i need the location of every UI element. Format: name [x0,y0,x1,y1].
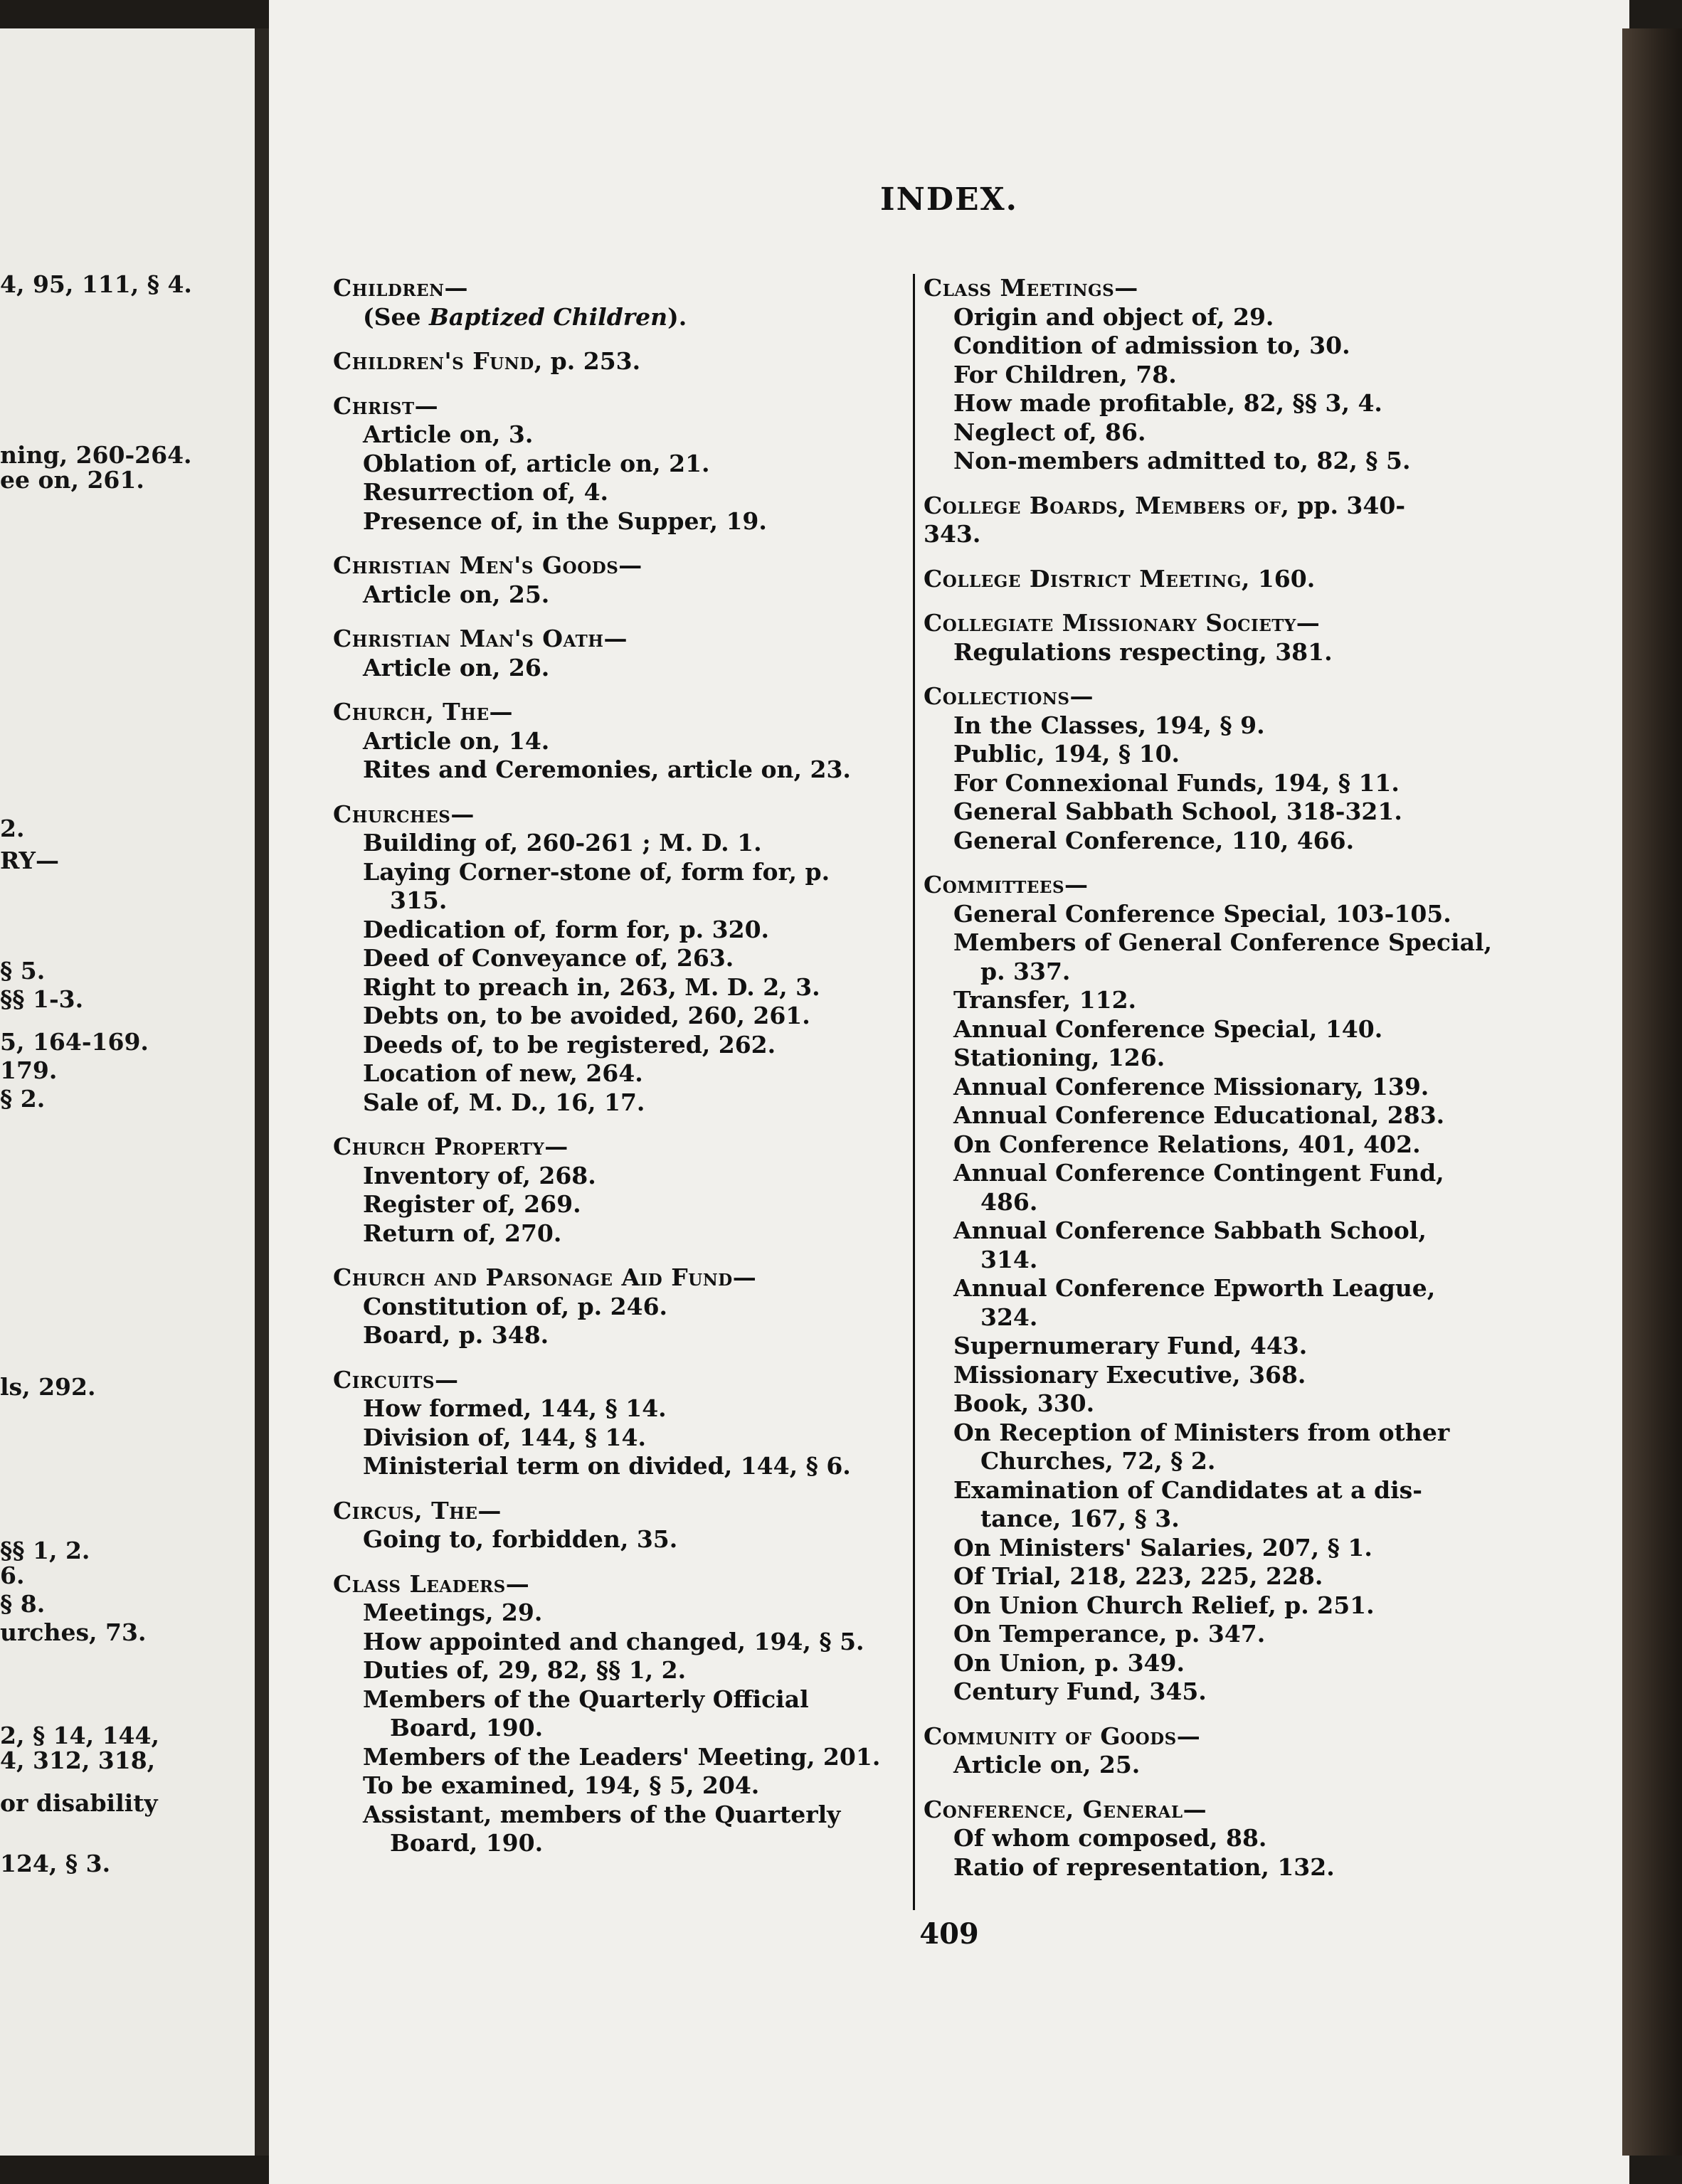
subentry-text: Constitution of, p. 246. [363,1292,668,1320]
subentry [980,958,1500,987]
subentry-text: Board, p. 348. [363,1321,549,1349]
subentry-text: p. 337. [980,957,1071,985]
subentry-text: Division of, 144, § 14. [363,1423,646,1451]
subentry [953,797,1500,827]
subentry [953,1591,1500,1621]
index-entry [333,800,924,1118]
left-page-fragment-line: urches, 73. [0,1618,147,1646]
entry-heading [924,565,1500,594]
subentry [953,1130,1500,1160]
subentry [363,973,924,1002]
left-page-fragment-line: 4, 312, 318, [0,1746,156,1774]
subentry-text: 324. [980,1303,1038,1331]
subentry-text: On Conference Relations, 401, 402. [953,1130,1421,1158]
subentry [953,1853,1500,1882]
subentry [363,1059,924,1088]
entry-heading-text: Circus, The— [333,1496,502,1525]
subentry-text: Missionary Executive, 368. [953,1360,1306,1389]
left-page-fragment-line: 5, 164-169. [0,1028,149,1056]
subentry [980,1188,1500,1217]
entry-heading [924,492,1500,521]
subentry [363,581,924,610]
entry-heading [924,1722,1500,1751]
left-page-fragment-line: 179. [0,1056,58,1084]
subentry [953,1389,1500,1419]
subentry-text: Ratio of representation, 132. [953,1852,1335,1881]
entry-heading [333,551,924,581]
subentry [953,1649,1500,1678]
subentry-text: How appointed and changed, 194, § 5. [363,1627,864,1655]
subentry-text: Ministerial term on divided, 144, § 6. [363,1452,851,1480]
subentry [390,886,924,916]
subentry-text: On Ministers' Salaries, 207, § 1. [953,1533,1372,1562]
subentry-text: Return of, 270. [363,1219,562,1247]
subentry [953,1677,1500,1707]
subentry-text: Of Trial, 218, 223, 225, 228. [953,1562,1323,1590]
entry-heading-pages: , 160. [1241,564,1316,593]
left-page-fragment-line: 124, § 3. [0,1850,111,1877]
entry-heading-text: Class Meetings— [924,274,1138,302]
subentry-text: Presence of, in the Supper, 19. [363,507,767,535]
subentry [953,1159,1500,1188]
left-page-fragment-line: § 5. [0,957,46,985]
subentry-text: Book, 330. [953,1389,1095,1417]
subentry-text: Resurrection of, 4. [363,478,609,506]
entry-heading-text: Collegiate Missionary Society— [924,609,1321,637]
left-page-fragment-line: 6. [0,1562,25,1589]
subentry [363,478,924,507]
subentry-text: Public, 194, § 10. [953,740,1180,768]
entry-heading-text: Church Property— [333,1133,568,1160]
subentry-text: Oblation of, article on, 21. [363,449,710,477]
subentry [980,1303,1500,1332]
entry-heading-text: College District Meeting [924,564,1242,593]
subentry-text: Annual Conference Epworth League, [953,1274,1436,1302]
subentry [953,1361,1500,1390]
subentry-text: Non-members admitted to, 82, § 5. [953,447,1411,475]
subentry [980,1505,1500,1534]
subentry [953,928,1500,958]
subentry [953,1101,1500,1130]
index-entry [333,1497,924,1554]
entry-heading-text: Christian Man's Oath— [333,625,628,652]
subentry-text: Register of, 269. [363,1190,581,1218]
column-divider [913,274,915,1910]
index-page [269,0,1629,2184]
subentry [363,1162,924,1191]
subentry [953,1332,1500,1361]
subentry-text: Members of General Conference Special, [953,928,1492,956]
subentry-text: Deed of Conveyance of, 263. [363,944,734,972]
index-entry [333,625,924,682]
subentry [953,1044,1500,1073]
subentry-text: General Conference Special, 103-105. [953,899,1451,928]
entry-heading [333,800,924,829]
subentry [363,1424,924,1453]
subentry [953,1562,1500,1591]
subentry-text: Annual Conference Sabbath School, [953,1216,1427,1244]
index-entry [333,1133,924,1248]
subentry-text: Annual Conference Contingent Fund, [953,1159,1444,1187]
subentry-text: Debts on, to be avoided, 260, 261. [363,1002,810,1029]
entry-heading [333,1366,924,1395]
subentry [953,1476,1500,1505]
subentry [363,1219,924,1249]
index-entry [924,1722,1500,1780]
subentry [363,1321,924,1350]
entry-heading [333,274,924,303]
subentry-text: On Temperance, p. 347. [953,1620,1266,1648]
index-entry [333,551,924,609]
subentry-text: Building of, 260-261 ; M. D. 1. [363,829,762,857]
left-page-fragment-line: 2. [0,815,25,842]
entry-heading-text: Class Leaders— [333,1569,530,1598]
subentry-text: Location of new, 264. [363,1059,643,1087]
subentry-text: Right to preach in, 263, M. D. 2, 3. [363,972,820,1001]
subentry-text: Going to, forbidden, 35. [363,1525,678,1553]
subentry-text: Stationing, 126. [953,1044,1165,1071]
subentry-text: Board, 190. [390,1829,544,1857]
entry-heading-text: Conference, General— [924,1795,1207,1823]
left-page-fragment-line: §§ 1, 2. [0,1537,90,1564]
subentry-text: On Reception of Ministers from other [953,1418,1450,1446]
subentry [363,507,924,536]
left-page-fragment-line: §§ 1-3. [0,985,84,1013]
subentry-text: On Union Church Relief, p. 251. [953,1591,1375,1619]
left-page-fragment-line: § 2. [0,1085,46,1113]
subentry [953,900,1500,929]
entry-heading [333,625,924,654]
left-page-fragment-line: 4, 95, 111, § 4. [0,270,192,298]
subentry-text: For Children, 78. [953,360,1177,388]
subentry [953,986,1500,1015]
entry-heading-text: Committees— [924,871,1089,898]
subentry-text: 314. [980,1245,1038,1273]
subentry [953,1274,1500,1303]
left-page-fragment-line: ee on, 261. [0,466,144,494]
page-edge [1622,28,1682,2156]
subentry [363,1599,924,1628]
subentry-text: Meetings, 29. [363,1599,543,1626]
subentry [363,1628,924,1657]
index-entry [333,347,924,376]
entry-heading-text: Circuits— [333,1365,459,1394]
subentry [953,638,1500,667]
subentry [363,727,924,756]
subentry [363,1525,924,1554]
subentry-text: Of whom composed, 88. [953,1824,1267,1852]
subentry-text: Article on, 25. [953,1751,1141,1779]
entry-heading-text: Christ— [333,391,439,420]
subentry-text: Century Fund, 345. [953,1677,1207,1705]
subentry [390,1714,924,1743]
subentry-text: Examination of Candidates at a dis- [953,1475,1422,1504]
subentry [953,711,1500,741]
entry-heading [333,1497,924,1526]
subentry [363,1656,924,1685]
index-entry [333,274,924,332]
index-column-right [924,274,1500,1897]
subentry-text: 486. [980,1187,1038,1216]
subentry-text: Dedication of, form for, p. 320. [363,915,770,943]
entry-heading [924,274,1500,303]
subentry-text: 343. [924,520,981,548]
subentry-text: For Connexional Funds, 194, § 11. [953,768,1400,797]
subentry-italic: Baptized Children [428,302,668,331]
previous-page-fragment [0,28,263,2156]
subentry [363,1394,924,1424]
entry-heading [924,609,1500,638]
subentry [363,420,924,450]
subentry-text: Article on, 14. [363,726,550,755]
subentry-text: Deeds of, to be registered, 262. [363,1030,776,1059]
subentry [363,1002,924,1031]
entry-heading-text: Church, The— [333,698,513,726]
subentry-text: Assistant, members of the Quarterly [363,1800,841,1828]
subentry-text: tance, 167, § 3. [980,1505,1180,1532]
subentry-text: To be examined, 194, § 5, 204. [363,1771,760,1799]
subentry [363,654,924,683]
subentry [363,829,924,858]
subentry [953,827,1500,856]
index-entry [333,1366,924,1481]
subentry [363,944,924,973]
subentry-text: Regulations respecting, 381. [953,637,1333,666]
subentry-text: How formed, 144, § 14. [363,1394,667,1422]
subentry-text: General Sabbath School, 318-321. [953,797,1402,825]
entry-heading [924,871,1500,900]
page-number: 409 [919,1917,979,1951]
index-entry [924,871,1500,1707]
index-entry [333,1570,924,1858]
subentry [953,1620,1500,1649]
subentry [363,1685,924,1714]
entry-heading-text: Church and Parsonage Aid Fund— [333,1263,757,1291]
subentry [363,1293,924,1322]
left-page-fragment-line: or disability [0,1789,158,1817]
entry-heading [924,682,1500,711]
subentry-text: 315. [390,886,448,914]
subentry [953,1073,1500,1102]
subentry [953,418,1500,447]
subentry [953,1824,1500,1853]
subentry-text: Article on, 25. [363,580,550,608]
entry-heading-pages: , pp. 340- [1281,491,1406,519]
page-title: INDEX. [880,181,1018,218]
entry-heading-text: Children's Fund [333,347,534,375]
subentry [953,303,1500,332]
subentry [953,1216,1500,1246]
left-page-fragment-line: § 8. [0,1590,46,1618]
subentry-text: Laying Corner-stone of, form for, p. [363,857,830,886]
subentry [390,1829,924,1858]
index-entry [333,1263,924,1350]
entry-heading [333,1263,924,1293]
subentry-text: Transfer, 112. [953,986,1137,1014]
left-page-fragment-line: ning, 260-264. [0,441,192,469]
subentry-text: Churches, 72, § 2. [980,1447,1216,1475]
subentry-text: Annual Conference Special, 140. [953,1014,1383,1043]
entry-heading-text: Children— [333,274,469,302]
subentry [363,858,924,887]
subentry-text: Duties of, 29, 82, §§ 1, 2. [363,1656,687,1684]
subentry-text: Members of the Leaders' Meeting, 201. [363,1742,881,1771]
index-entry [924,565,1500,594]
entry-heading-pages: , p. 253. [534,347,641,375]
index-entry [924,682,1500,855]
subentry-text: Board, 190. [390,1714,544,1742]
entry-heading [333,392,924,421]
entry-heading-text: Christian Men's Goods— [333,551,642,579]
subentry [953,1419,1500,1448]
subentry-text: Annual Conference Educational, 283. [953,1101,1445,1129]
index-entry [333,392,924,536]
subentry-text: Rites and Ceremonies, article on, 23. [363,756,851,783]
subentry [953,332,1500,361]
subentry [363,1452,924,1481]
subentry-text: Condition of admission to, 30. [953,332,1350,359]
subentry [363,1771,924,1801]
index-entry [333,698,924,785]
subentry [363,1088,924,1118]
subentry [363,450,924,479]
entry-heading [333,698,924,727]
entry-heading [333,347,924,376]
subentry [953,389,1500,418]
subentry [363,1190,924,1219]
subentry [363,1801,924,1830]
subentry-text: On Union, p. 349. [953,1648,1185,1677]
entry-heading-text: Collections— [924,682,1094,710]
index-column-left [333,274,924,1874]
subentry-text: Members of the Quarterly Official [363,1685,809,1713]
subentry-text: Supernumerary Fund, 443. [953,1332,1308,1359]
subentry [363,1743,924,1772]
subentry-text: Inventory of, 268. [363,1161,596,1189]
subentry-text: General Conference, 110, 466. [953,826,1355,854]
subentry [953,740,1500,769]
entry-heading-text: College Boards, Members of [924,491,1281,519]
subentry [953,447,1500,476]
left-page-fragment-line: 2, § 14, 144, [0,1722,159,1749]
subentry [980,1447,1500,1476]
subentry-text: Article on, 3. [363,420,534,448]
entry-heading [333,1570,924,1599]
subentry [363,916,924,945]
subentry-text: Neglect of, 86. [953,418,1146,446]
entry-heading [333,1133,924,1162]
subentry-text: Annual Conference Missionary, 139. [953,1072,1429,1101]
left-page-fragment-line: ls, 292. [0,1373,96,1401]
subentry-text: In the Classes, 194, § 9. [953,711,1265,739]
subentry [924,520,1500,549]
subentry [363,756,924,785]
subentry [363,303,924,332]
index-entry [924,609,1500,667]
entry-heading-text: Community of Goods— [924,1722,1201,1750]
subentry-text: (See [363,302,429,331]
subentry [363,1031,924,1060]
subentry-text: Origin and object of, 29. [953,302,1274,331]
subentry-text: Article on, 26. [363,653,550,682]
subentry [953,1534,1500,1563]
subentry [953,361,1500,390]
subentry [953,1015,1500,1044]
subentry [953,769,1500,798]
index-entry [924,274,1500,476]
subentry-text: Sale of, M. D., 16, 17. [363,1088,645,1116]
entry-heading [924,1796,1500,1825]
index-entry [924,1796,1500,1882]
index-entry [924,492,1500,549]
subentry [953,1751,1500,1780]
subentry-after: ). [667,302,687,331]
left-page-fragment-line: RY— [0,847,59,874]
subentry-text: How made profitable, 82, §§ 3, 4. [953,389,1382,417]
subentry [980,1246,1500,1275]
entry-heading-text: Churches— [333,800,475,828]
